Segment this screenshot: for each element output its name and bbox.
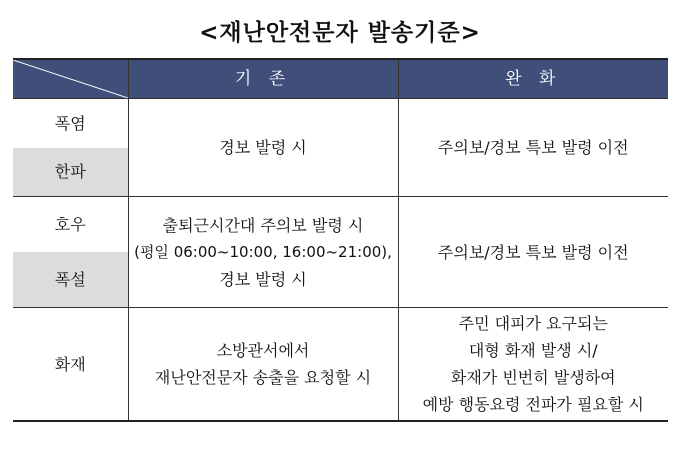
- header-relax: 완 화: [398, 59, 668, 99]
- base-text: 재난안전문자 송출을 요청할 시: [154, 368, 372, 387]
- relax-text: 대형 화재 발생 시/: [468, 341, 598, 360]
- relax-text: 화재가 빈번히 발생하여: [450, 368, 616, 387]
- criteria-table: [13, 58, 668, 422]
- relax-cell: [398, 197, 668, 308]
- relax-text: 주의보/경보 특보 발령 이전: [437, 138, 629, 157]
- base-cell: [128, 197, 398, 308]
- base-text: (평일 06:00~10:00, 16:00~21:00),: [134, 242, 392, 261]
- diagonal-header-cell: [13, 59, 128, 99]
- relax-text: 예방 행동요령 전파가 필요할 시: [422, 395, 644, 414]
- base-cell: [128, 308, 398, 422]
- relax-text: 주의보/경보 특보 발령 이전: [437, 242, 629, 262]
- relax-cell: [398, 308, 668, 422]
- relax-cell: [398, 99, 668, 197]
- category-label: 한파: [13, 148, 128, 197]
- relax-text: 주민 대피가 요구되는: [458, 314, 608, 333]
- table-header-row: [13, 59, 668, 99]
- category-label: 화재: [54, 354, 86, 374]
- category-label: 호우: [54, 215, 86, 234]
- category-label: 폭염: [54, 113, 86, 133]
- header-base: 기 존: [128, 59, 398, 99]
- table-row: [13, 197, 668, 308]
- table-row: [13, 308, 668, 422]
- category-cell: [13, 308, 128, 422]
- base-text: 경보 발령 시: [219, 138, 307, 157]
- table-row: [13, 99, 668, 197]
- base-text: 출퇴근시간대 주의보 발령 시: [162, 215, 364, 235]
- category-cell: [13, 197, 128, 308]
- category-cell: [13, 99, 128, 197]
- diagonal-line-icon: [13, 60, 128, 98]
- category-label: 폭설: [13, 252, 128, 307]
- base-text: 경보 발령 시: [219, 269, 307, 289]
- base-cell: [128, 99, 398, 197]
- page-title: <재난안전문자 발송기준>: [199, 20, 481, 46]
- base-text: 소방관서에서: [216, 341, 310, 360]
